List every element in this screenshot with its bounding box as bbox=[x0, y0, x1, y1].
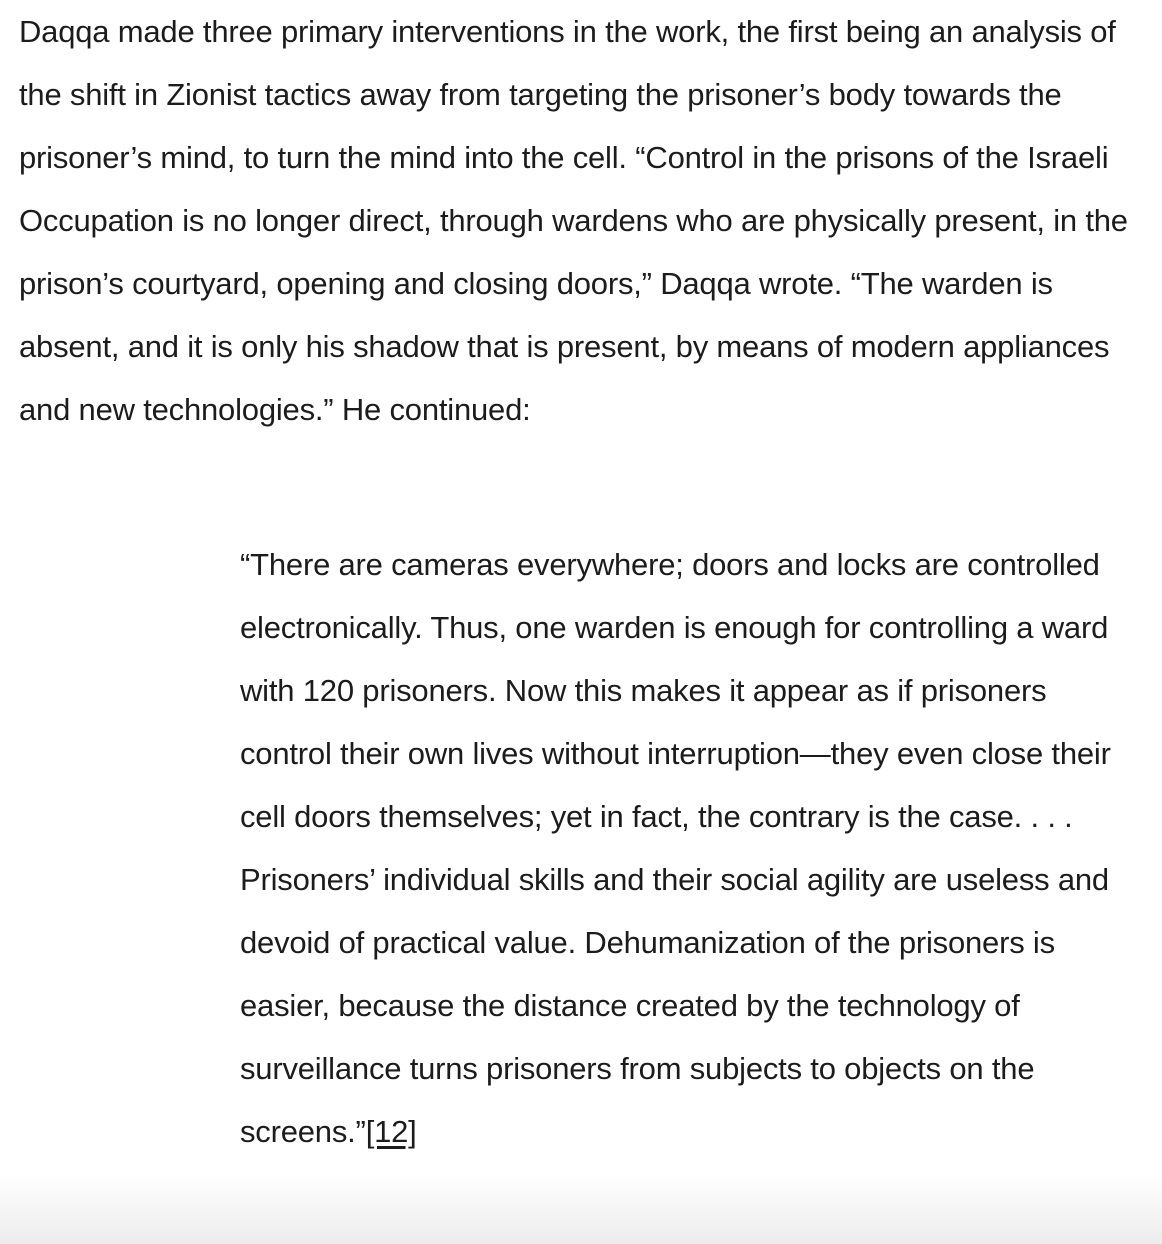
quote-text: “There are cameras everywhere; doors and locks are controlled electronically. Thus, one warden is enough for controlling a ward with 120 prisoners. Now this makes it appear as if prisoners control their own lives without interruption—they even close their cell doors themselves; yet in fact, the contrary is the case. . . . Prisoners’ individual skills and their social agility are useless and devoid of practical value. Dehumanization of the prisoners is easier, because the distance created by the technology of surveillance turns prisoners from subjects to objects on the screens.” bbox=[240, 547, 1111, 1149]
bottom-fade-overlay bbox=[0, 1174, 1162, 1244]
body-paragraph: Daqqa made three primary interventions in the work, the first being an analysis of the shift in Zionist tactics away from targeting the prisoner’s body towards the prisoner’s mind, to turn the mind into the cell. “Control in the prisons of the Israeli Occupation is no longer direct, through wardens who are physically present, in the prison’s courtyard, opening and closing doors,” Daqqa wrote. “The warden is absent, and it is only his shadow that is present, by means of modern appliances and new technologies.” He continued: bbox=[19, 14, 1128, 427]
block-quote bbox=[240, 533, 1120, 1163]
article-body bbox=[19, 0, 1149, 441]
footnote-link[interactable]: [12] bbox=[365, 1114, 417, 1149]
